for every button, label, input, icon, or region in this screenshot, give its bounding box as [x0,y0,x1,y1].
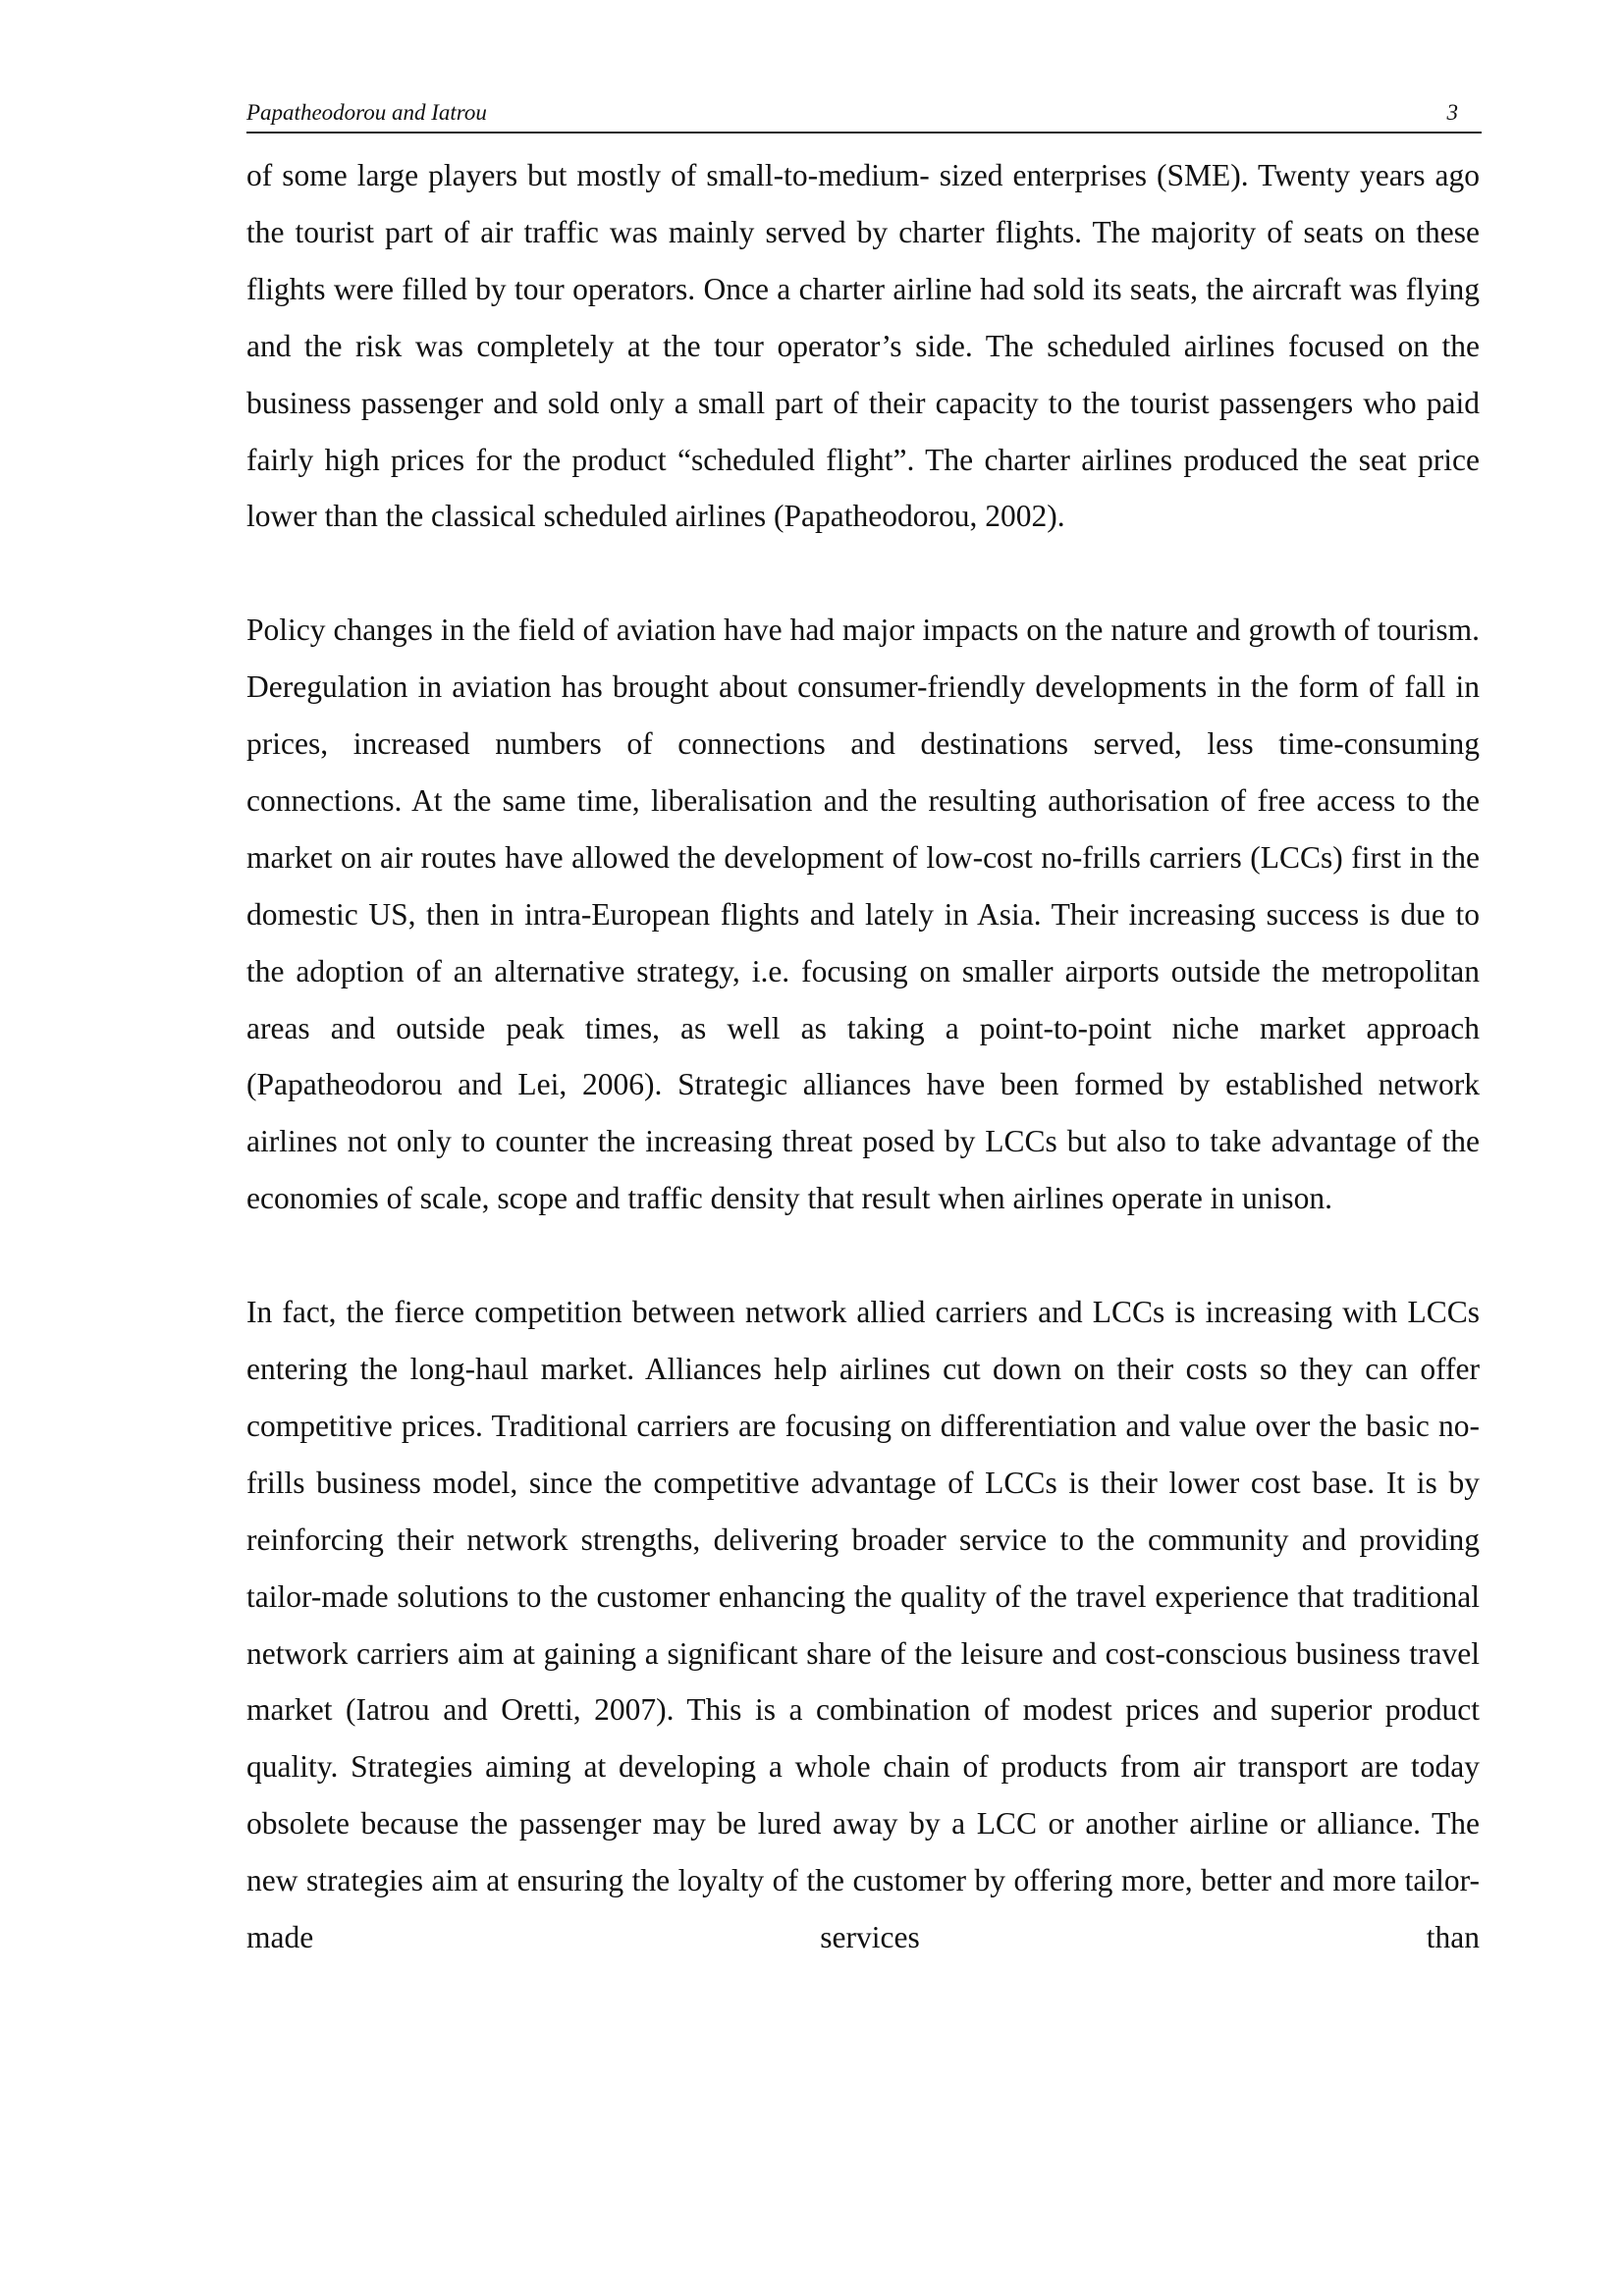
paragraph-3: In fact, the fierce competition between network allied carriers and LCCs is increasing with LCCs entering the long-haul market. Alliances help airlines cut down on their costs so they can offer competitive prices. Traditional carriers are focusing on differentiation and value over the basic no-frills business model, since the competitive advantage of LCCs is their lower cost base. It is by reinforcing their network strengths, delivering broader service to the community and providing tailor-made solutions to the customer enhancing the quality of the travel experience that traditional network carriers aim at gaining a significant share of the leisure and cost-conscious business travel market (Iatrou and Oretti, 2007). This is a combination of modest prices and superior product quality. Strategies aiming at developing a whole chain of products from air transport are today obsolete because the passenger may be lured away by a LCC or another airline or alliance. The new strategies aim at ensuring the loyalty of the customer by offering more, better and more tailor-made services than [246,1295,1480,1955]
running-header-authors: Papatheodorou and Iatrou [246,100,487,125]
body-text [246,147,1480,1966]
paragraph-2: Policy changes in the field of aviation have had major impacts on the nature and growth of tourism. Deregulation in aviation has brought about consumer-friendly developments in the form of fall in prices, increased numbers of connections and destinations served, less time-consuming connections. At the same time, liberalisation and the resulting authorisation of free access to the market on air routes have allowed the development of low-cost no-frills carriers (LCCs) first in the domestic US, then in intra-European flights and lately in Asia. Their increasing success is due to the adoption of an alternative strategy, i.e. focusing on smaller airports outside the metropolitan areas and outside peak times, as well as taking a point-to-point niche market approach (Papatheodorou and Lei, 2006). Strategic alliances have been formed by established network airlines not only to counter the increasing threat posed by LCCs but also to take advantage of the economies of scale, scope and traffic density that result when airlines operate in unison. [246,613,1480,1216]
paragraph-1: of some large players but mostly of small-to-medium- sized enterprises (SME). Twenty years ago the tourist part of air traffic was mainly served by charter flights. The majority of seats on these flights were filled by tour operators. Once a charter airline had sold its seats, the aircraft was flying and the risk was completely at the tour operator’s side. The scheduled airlines focused on the business passenger and sold only a small part of their capacity to the tourist passengers who paid fairly high prices for the product “scheduled flight”. The charter airlines produced the seat price lower than the classical scheduled airlines (Papatheodorou, 2002). [246,158,1480,534]
page-number: 3 [1446,100,1458,125]
running-header [246,96,1482,133]
